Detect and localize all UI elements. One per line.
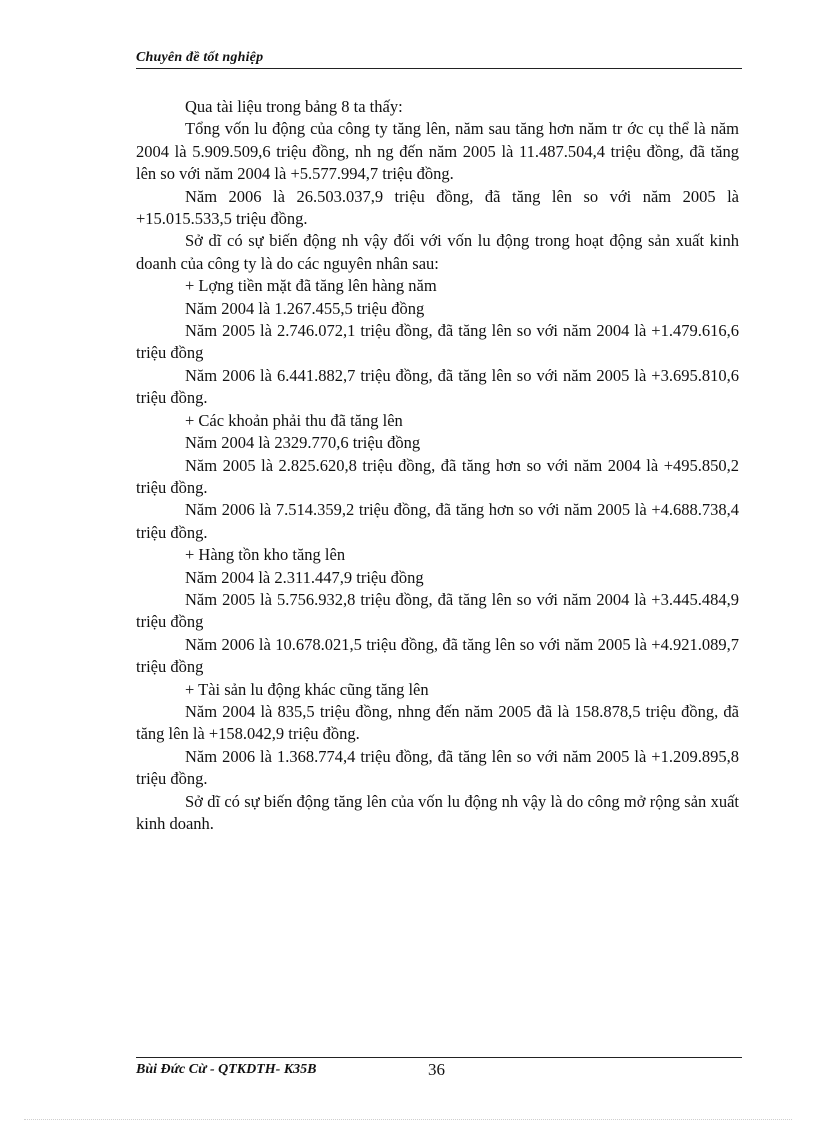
header-title: Chuyên đề tốt nghiệp bbox=[136, 50, 264, 65]
paragraph: Năm 2005 là 2.746.072,1 triệu đồng, đã tăng lên so với năm 2004 là +1.479.616,6 triệu đồng bbox=[136, 321, 739, 363]
paragraph: + Hàng tồn kho tăng lên bbox=[185, 545, 346, 565]
page-number: 36 bbox=[428, 1060, 445, 1079]
paragraph: Năm 2006 là 6.441.882,7 triệu đồng, đã tăng lên so với năm 2005 là +3.695.810,6 triệu đồng. bbox=[136, 365, 739, 408]
paragraph: Sở dĩ có sự biến động tăng lên của vốn lu động nh vậy là do công mở rộng sản xuất kinh doanh. bbox=[136, 791, 739, 833]
paragraph: Năm 2004 là 835,5 triệu đồng, nhng đến năm 2005 đã là 158.878,5 triệu đồng, đã tăng lên là +158.042,9 triệu đồng. bbox=[136, 701, 739, 744]
paragraph: Năm 2006 là 10.678.021,5 triệu đồng, đã tăng lên so với năm 2005 là +4.921.089,7 triệu đồng bbox=[136, 634, 739, 677]
page-footer bbox=[136, 1057, 742, 1088]
paragraph: Năm 2005 là 5.756.932,8 triệu đồng, đã tăng lên so với năm 2004 là +3.445.484,9 triệu đồng bbox=[136, 589, 739, 632]
footer-author: Bùi Đức Cừ - QTKDTH- K35B bbox=[136, 1062, 317, 1077]
paragraph: Năm 2004 là 1.267.455,5 triệu đồng bbox=[185, 298, 425, 318]
paragraph: Năm 2004 là 2329.770,6 triệu đồng bbox=[185, 433, 421, 453]
document-body bbox=[136, 96, 739, 835]
paragraph: + Tài sản lu động khác cũng tăng lên bbox=[185, 679, 429, 699]
paragraph: Năm 2005 là 2.825.620,8 triệu đồng, đã tăng hơn so với năm 2004 là +495.850,2 triệu đồng. bbox=[136, 455, 739, 497]
paragraph: Sở dĩ có sự biến động nh vậy đối với vốn lu động trong hoạt động sản xuất kinh doanh của công ty là do các nguyên nhân sau: bbox=[136, 231, 739, 273]
paragraph: Năm 2006 là 7.514.359,2 triệu đồng, đã tăng hơn so với năm 2005 là +4.688.738,4 triệu đồng. bbox=[136, 500, 739, 542]
page-bottom-divider bbox=[24, 1119, 792, 1120]
paragraph: Năm 2006 là 1.368.774,4 triệu đồng, đã tăng lên so với năm 2005 là +1.209.895,8 triệu đồng. bbox=[136, 746, 739, 789]
paragraph: Năm 2006 là 26.503.037,9 triệu đồng, đã tăng lên so với năm 2005 là +15.015.533,5 triệu đồng. bbox=[136, 186, 739, 229]
paragraph: Tổng vốn lu động của công ty tăng lên, năm sau tăng hơn năm tr ớc cụ thể là năm 2004 là 5.909.509,6 triệu đồng, nh ng đến năm 2005 là 11.487.504,4 triệu đồng, đã tăng lên so với năm 2004 là +5.577.994,7 triệu đồng. bbox=[136, 119, 739, 184]
paragraph: Năm 2004 là 2.311.447,9 triệu đồng bbox=[185, 567, 424, 587]
paragraph: + Lợng tiền mặt đã tăng lên hàng năm bbox=[185, 276, 437, 296]
paragraph: Qua tài liệu trong bảng 8 ta thấy: bbox=[185, 97, 403, 116]
page-header bbox=[136, 48, 742, 69]
paragraph: + Các khoản phải thu đã tăng lên bbox=[185, 410, 403, 430]
